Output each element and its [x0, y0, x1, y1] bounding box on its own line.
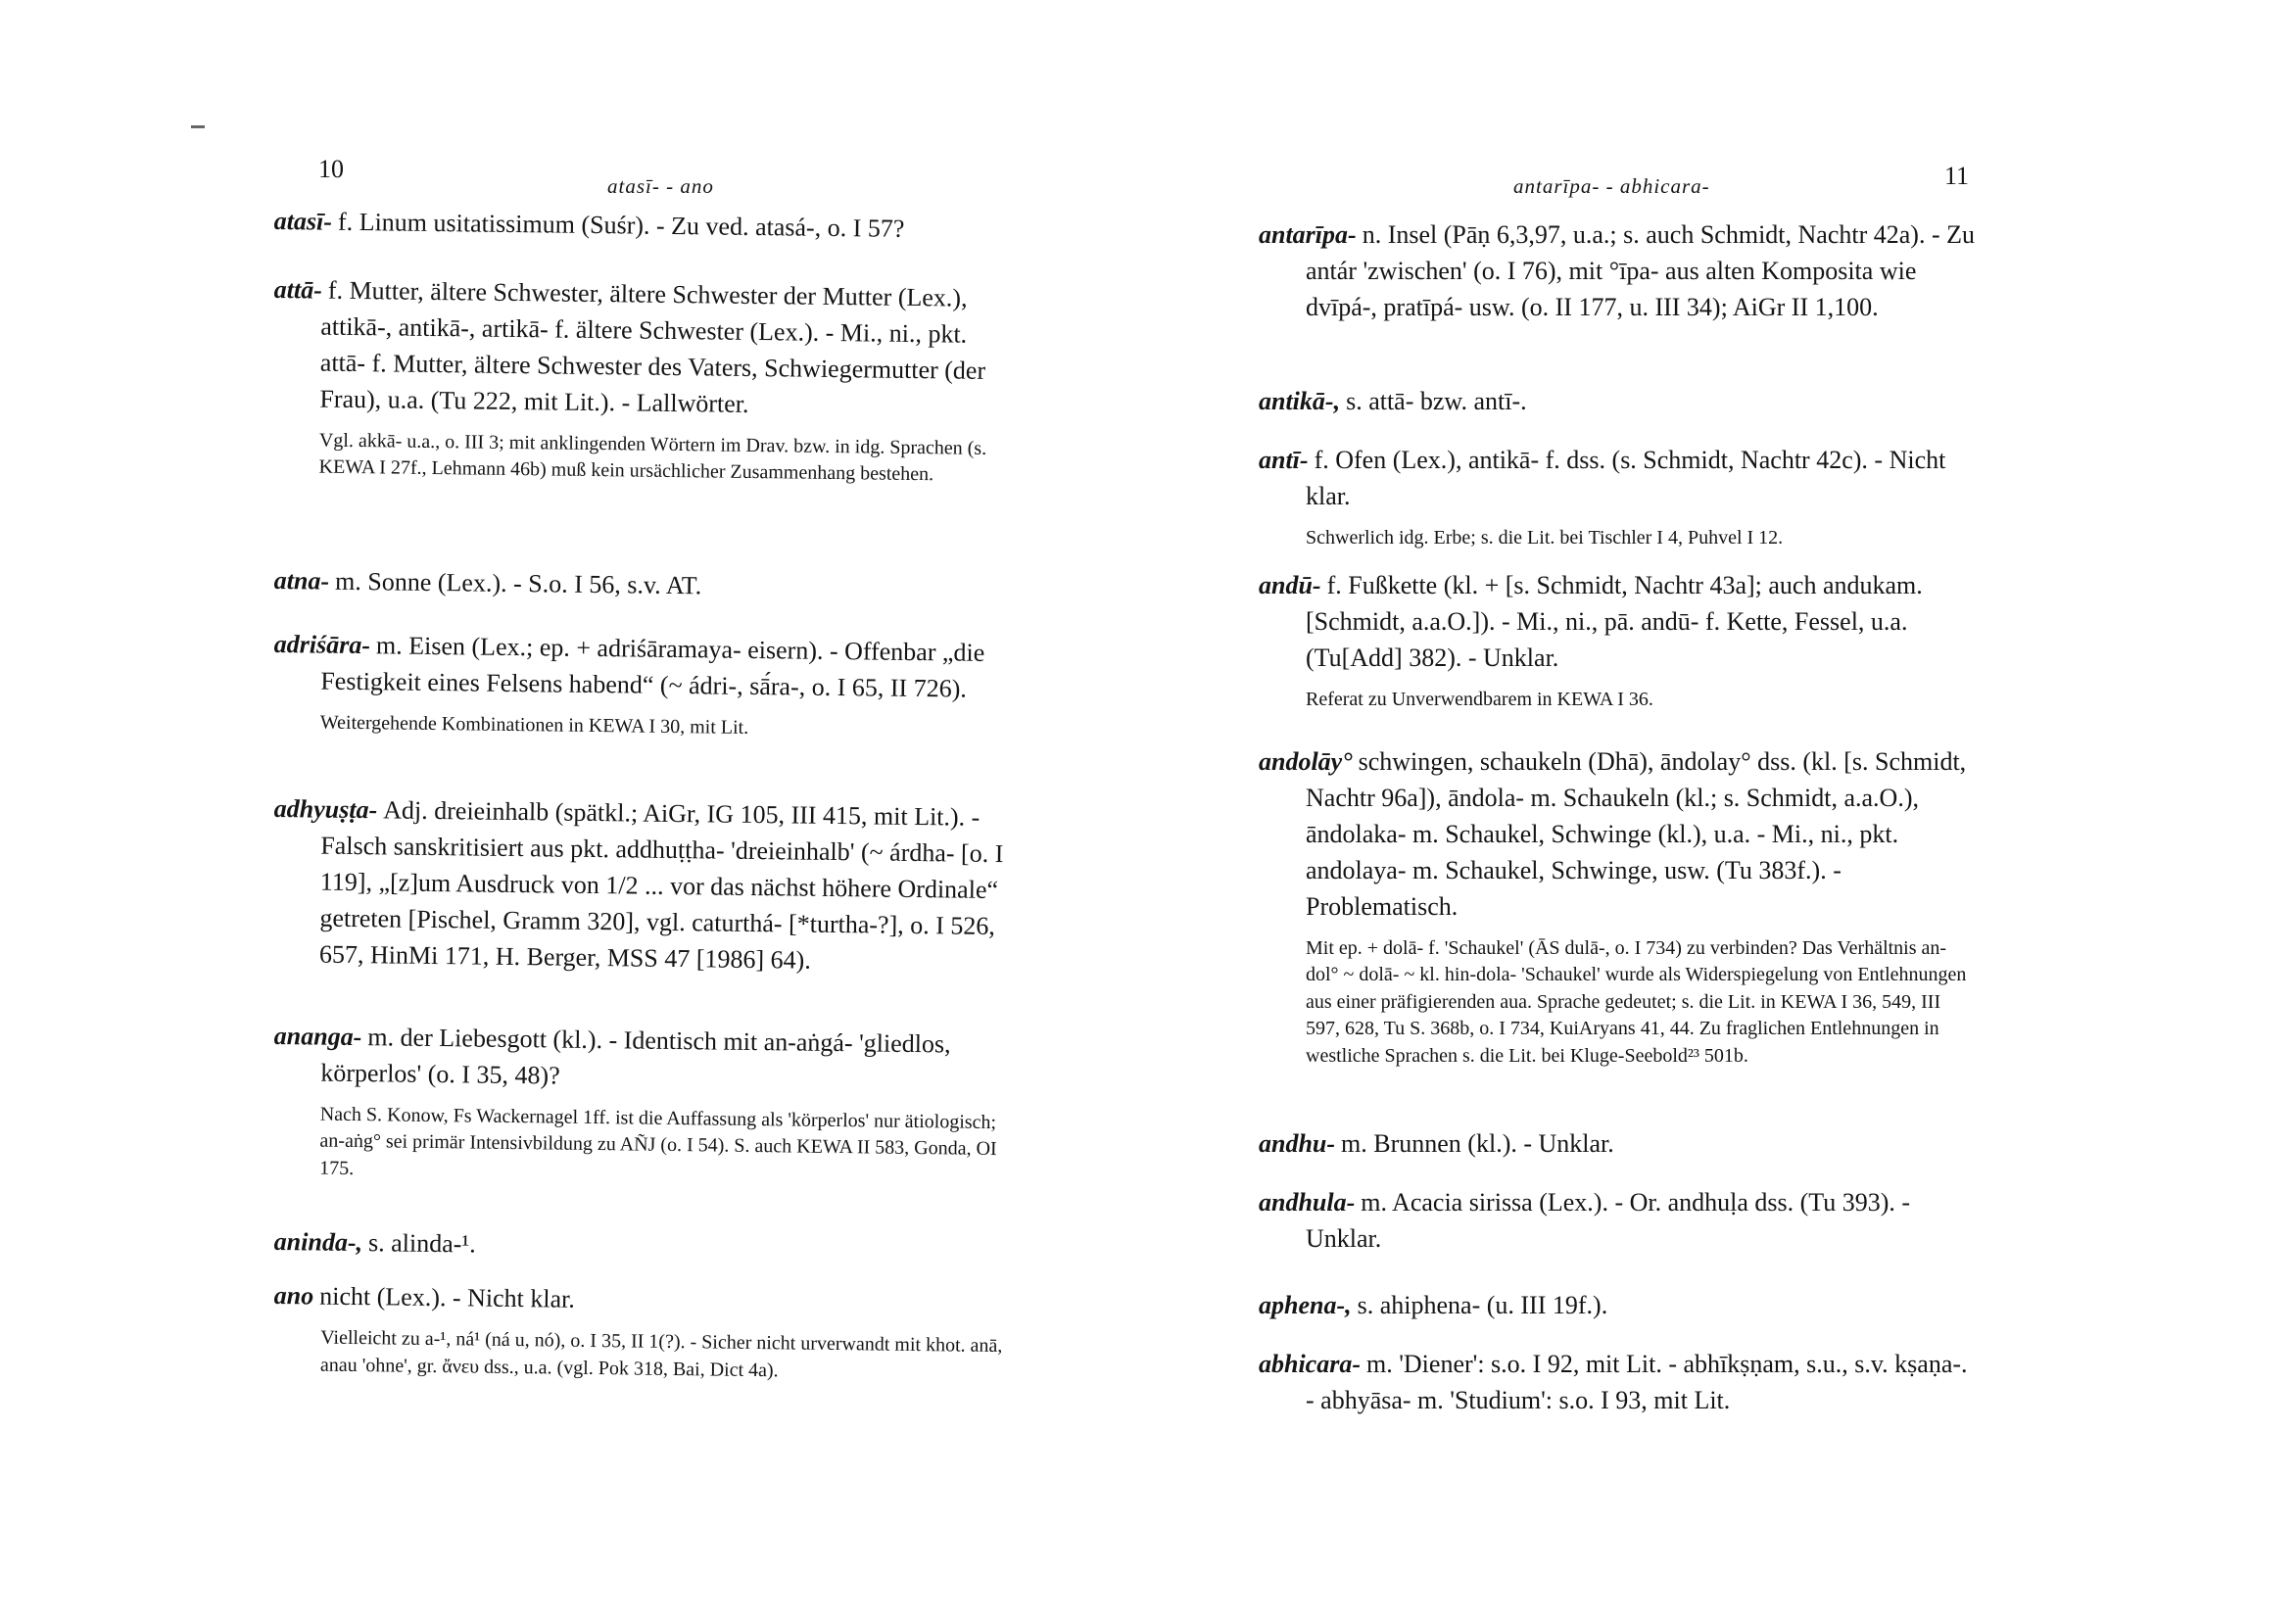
headword: andū-: [1259, 571, 1321, 599]
headword: attā-: [273, 274, 323, 305]
entry-text: m. Acacia sirissa (Lex.). - Or. andhuḷa dss. (Tu 393). - Unklar.: [1306, 1188, 1911, 1253]
entry-text: m. der Liebesgott (kl.). - Identisch mit an-aṅgá- 'gliedlos, körperlos' (o. I 35, 48)?: [320, 1023, 951, 1090]
entry-text: schwingen, schaukeln (Dhā), āndolay° dss. (kl. [s. Schmidt, Nachtr 96a]), āndola- m. Schaukeln (kl.; s. Schmidt, a.a.O.), āndolaka- m. Schaukel, Schwinge (kl.), u.a. - Mi., ni., pkt. andolaya- m. Schaukel, Schwinge, usw. (Tu 383f.). - Problematisch.: [1306, 747, 1967, 921]
entry-text: m. Brunnen (kl.). - Unklar.: [1341, 1129, 1614, 1158]
entry-text: f. Mutter, ältere Schwester, ältere Schwester der Mutter (Lex.), attikā-, antikā-, artikā- f. ältere Schwester (Lex.). - Mi., ni., pkt. attā- f. Mutter, ältere Schwester des Vaters, Schwiegermutter (der Frau), u.a. (Tu 222, mit Lit.). - Lallwörter.: [319, 275, 986, 418]
headword: ananga-: [273, 1021, 362, 1052]
entry-text: n. Insel (Pāṇ 6,3,97, u.a.; s. auch Schmidt, Nachtr 42a). - Zu antár 'zwischen' (o. I 76), mit °īpa- aus alten Komposita wie dvīpá-, pratīpá- usw. (o. II 177, u. III 34); AiGr II 1,100.: [1306, 220, 1975, 321]
entry-text: f. Ofen (Lex.), antikā- f. dss. (s. Schmidt, Nachtr 42c). - Nicht klar.: [1306, 446, 1946, 510]
entry: [1259, 384, 1979, 420]
headword: adriśāra-: [273, 629, 371, 660]
entry: [1259, 1288, 1979, 1324]
scan-mark: [191, 125, 205, 128]
entry: [273, 1278, 1019, 1387]
entry: [274, 204, 1019, 249]
headword: andhu-: [1259, 1129, 1336, 1158]
entry-text: f. Linum usitatissimum (Suśr). - Zu ved. atasá-, o. I 57?: [337, 207, 905, 243]
entry: [274, 563, 1019, 608]
headword: antī-: [1259, 446, 1309, 474]
page-number: 10: [318, 155, 344, 183]
running-head: antarīpa- - abhicara-: [1513, 174, 1710, 198]
entry: [1259, 744, 1979, 1071]
entry: [272, 1019, 1019, 1191]
headword: andhula-: [1259, 1188, 1356, 1216]
headword: abhicara-: [1259, 1350, 1361, 1378]
entry: [1259, 1126, 1979, 1163]
entry-text: m. Eisen (Lex.; ep. + adriśāramaya- eisern). - Offenbar „die Festigkeit eines Felsens habend“ (~ ádri-, sā́ra-, o. I 65, II 726).: [320, 631, 985, 703]
entry-note: Mit ep. + dolā- f. 'Schaukel' (ĀS dulā-, o. I 734) zu verbinden? Das Verhältnis an-dol° ~ dolā- ~ kl. hin-dola- 'Schaukel' wurde als Widerspiegelung von Entlehnungen aus einer präfigierenden aua. Sprache gedeutet; s. die Lit. in KEWA I 36, 549, III 597, 628, Tu S. 368b, o. I 734, KuiAryans 41, 44. Zu fraglichen Entlehnungen in westliche Sprachen s. die Lit. bei Kluge-Seebold²³ 501b.: [1306, 936, 1967, 1067]
entry-text: m. 'Diener': s.o. I 92, mit Lit. - abhīkṣṇam, s.u., s.v. kṣaṇa-. - abhyāsa- m. 'Studium': s.o. I 93, mit Lit.: [1306, 1350, 1968, 1414]
entry: [1259, 1185, 1979, 1258]
headword: atasī-: [273, 206, 333, 236]
entry-text: m. Sonne (Lex.). - S.o. I 56, s.v. AT.: [334, 566, 702, 600]
page-number: 11: [1944, 162, 1970, 190]
headword: ano: [273, 1280, 314, 1311]
entry-text: s. attā- bzw. antī-.: [1346, 387, 1527, 415]
entry-text: Adj. dreieinhalb (spätkl.; AiGr, IG 105, III 415, mit Lit.). - Falsch sanskritisiert aus pkt. addhuṭṭha- 'dreieinhalb' (~ árdha- [o. I 119], „[z]um Ausdruck von 1/2 ... vor das nächst höhere Ordinale“ getreten [Pischel, Gramm 320], vgl. caturthá- [*turtha-?], o. I 526, 657, HinMi 171, H. Berger, MSS 47 [1986] 64).: [318, 795, 1004, 975]
entry-text: f. Fußkette (kl. + [s. Schmidt, Nachtr 43a]; auch andukam. [Schmidt, a.a.O.]). - Mi., ni., pā. andū- f. Kette, Fessel, u.a. (Tu[Add] 382). - Unklar.: [1306, 571, 1923, 672]
headword: atna-: [273, 565, 330, 596]
entry: [272, 791, 1019, 981]
headword: antarīpa-: [1259, 220, 1357, 249]
entry-text: s. ahiphena- (u. III 19f.).: [1357, 1291, 1608, 1319]
entry: [1259, 1347, 1979, 1419]
entry-note: Schwerlich idg. Erbe; s. die Lit. bei Tischler I 4, Puhvel I 12.: [1306, 526, 1784, 549]
running-head: atasī- - ano: [607, 174, 714, 198]
entry: [1259, 568, 1979, 713]
headword: aninda-,: [273, 1226, 363, 1258]
headword: aphena-,: [1259, 1291, 1352, 1319]
entry: [273, 627, 1019, 745]
entry: [271, 272, 1019, 490]
entry-note: Referat zu Unverwendbarem in KEWA I 36.: [1306, 688, 1653, 710]
entry-note: Vgl. akkā- u.a., o. III 3; mit anklingenden Wörtern im Drav. bzw. in idg. Sprachen (s. KEWA I 27f., Lehmann 46b) muß kein ursächlicher Zusammenhang bestehen.: [318, 429, 987, 486]
headword: antikā-,: [1259, 387, 1341, 415]
entry-note: Weitergehende Kombinationen in KEWA I 30, mit Lit.: [319, 711, 749, 739]
entry: [1259, 443, 1979, 551]
entry-note: Vielleicht zu a-¹, ná¹ (ná u, nó), o. I 35, II 1(?). - Sicher nicht urverwandt mit khot. anā, anau 'ohne', gr. ἄνευ dss., u.a. (vgl. Pok 318, Bai, Dict 4a).: [319, 1326, 1003, 1381]
entry-text: s. alinda-¹.: [367, 1228, 476, 1259]
entry-note: Nach S. Konow, Fs Wackernagel 1ff. ist die Auffassung als 'körperlos' nur ätiologisch; an-aṅg° sei primär Intensivbildung zu AÑJ (o. I 54). S. auch KEWA II 583, Gonda, OI 175.: [319, 1103, 997, 1180]
entry: [274, 1224, 1019, 1269]
entry-text: nicht (Lex.). - Nicht klar.: [319, 1281, 576, 1313]
headword: andolāy°: [1259, 747, 1353, 776]
entry: [1259, 217, 1979, 326]
headword: adhyuṣṭa-: [273, 793, 378, 825]
